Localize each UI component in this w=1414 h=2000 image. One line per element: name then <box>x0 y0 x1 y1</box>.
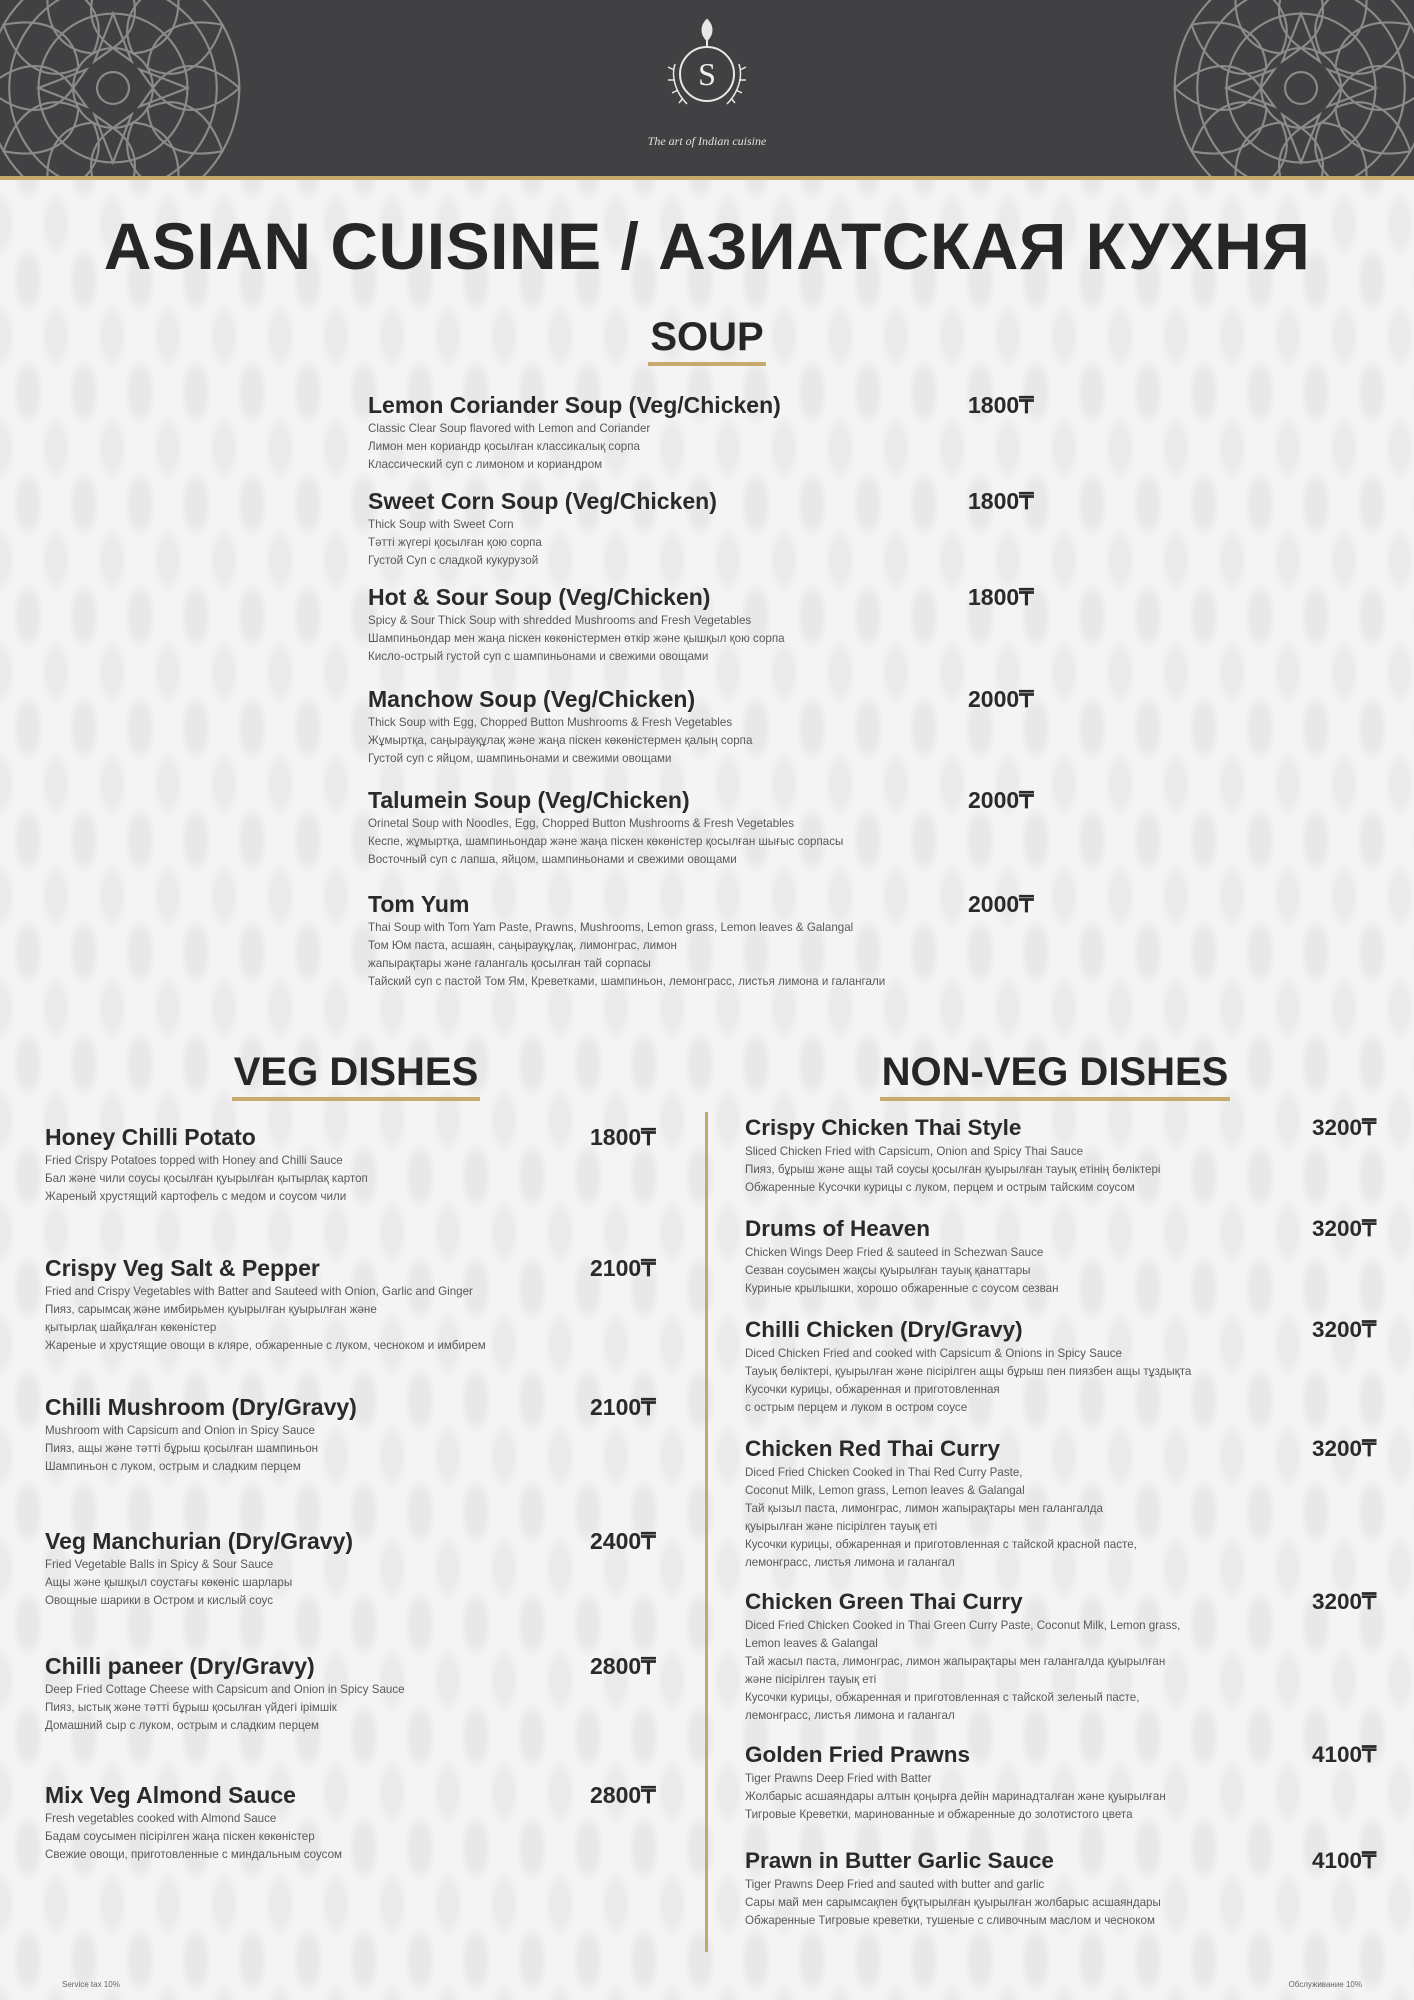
item-description-line: Густой суп с яйцом, шампиньонами и свежими овощами <box>368 752 672 765</box>
item-description-line: Кеспе, жұмыртқа, шампиньондар және жаңа піскен көкөністер қосылған шығыс сорпасы <box>368 835 844 848</box>
item-description-line: Chicken Wings Deep Fried & sauteed in Schezwan Sauce <box>745 1246 1044 1259</box>
restaurant-logo <box>657 12 757 132</box>
item-description-line: Fried Vegetable Balls in Spicy & Sour Sauce <box>45 1558 274 1571</box>
soup-menu-item <box>368 582 1068 666</box>
item-price: 2400₸ <box>590 1528 656 1554</box>
veg-menu-item <box>45 1392 685 1476</box>
nonveg-menu-item <box>745 1214 1405 1298</box>
item-description-line: Lemon leaves & Galangal <box>745 1637 878 1650</box>
item-name: Mix Veg Almond Sauce <box>45 1782 296 1808</box>
item-description-line: Кусочки курицы, обжаренная и приготовленная с тайской красной пасте, <box>745 1538 1137 1551</box>
veg-menu-item <box>45 1651 685 1735</box>
item-description-line: Diced Fried Chicken Cooked in Thai Red Curry Paste, <box>745 1466 1023 1479</box>
mandala-ornament-right <box>1168 0 1414 180</box>
soup-menu-item <box>368 390 1068 474</box>
item-description-line: Ащы және қышқыл соустағы көкөніс шарлары <box>45 1576 293 1589</box>
item-description-line: лемонграсс, листья лимона и галангал <box>745 1709 955 1722</box>
nonveg-menu-item <box>745 1434 1405 1572</box>
soup-menu-item <box>368 486 1068 570</box>
item-name: Crispy Veg Salt & Pepper <box>45 1255 320 1281</box>
item-description-line: лемонграсс, листья лимона и галангал <box>745 1556 955 1569</box>
nonveg-menu-item <box>745 1846 1405 1930</box>
item-description-line: Пияз, ащы және тәтті бұрыш қосылған шампиньон <box>45 1442 319 1455</box>
veg-menu-item <box>45 1526 685 1610</box>
item-description-line: Обжаренные Кусочки курицы с луком, перцем и острым тайским соусом <box>745 1181 1135 1194</box>
item-description-line: Tiger Prawns Deep Fried with Batter <box>745 1772 932 1785</box>
header-banner <box>0 0 1414 180</box>
soup-menu-item <box>368 785 1068 869</box>
item-name: Chicken Green Thai Curry <box>745 1589 1023 1614</box>
item-description-line: Spicy & Sour Thick Soup with shredded Mushrooms and Fresh Vegetables <box>368 614 752 627</box>
item-name: Hot & Sour Soup (Veg/Chicken) <box>368 584 711 610</box>
item-description-line: Тәтті жүгері қосылған қою сорпа <box>368 536 542 549</box>
item-description-line: Бадам соусымен пісірілген жаңа піскен көкөністер <box>45 1830 315 1843</box>
item-description-line: Deep Fried Cottage Cheese with Capsicum and Onion in Spicy Sauce <box>45 1683 405 1696</box>
item-price: 2000₸ <box>968 686 1034 712</box>
nonveg-menu-item <box>745 1740 1405 1824</box>
item-price: 3200₸ <box>1312 1436 1377 1461</box>
item-name: Chilli Mushroom (Dry/Gravy) <box>45 1394 357 1420</box>
mandala-ornament-left <box>0 0 246 180</box>
item-name: Veg Manchurian (Dry/Gravy) <box>45 1528 354 1554</box>
item-description-line: Бал және чили соусы қосылған қуырылған қытырлақ картоп <box>45 1172 368 1185</box>
item-description-line: Классический суп с лимоном и кориандром <box>368 458 603 471</box>
item-price: 2100₸ <box>590 1255 656 1281</box>
item-description-line: Thai Soup with Tom Yam Paste, Prawns, Mushrooms, Lemon grass, Lemon leaves & Galangal <box>368 921 854 934</box>
item-price: 4100₸ <box>1312 1742 1377 1767</box>
veg-menu-item <box>45 1122 685 1206</box>
item-description-line: Свежие овощи, приготовленные с миндальным соусом <box>45 1848 342 1861</box>
item-description-line: Тай жасыл паста, лимонграс, лимон жапырақтары мен галангалда қуырылған <box>745 1655 1166 1668</box>
svg-text:S: S <box>698 56 716 92</box>
item-name: Honey Chilli Potato <box>45 1124 256 1150</box>
item-description-line: Sliced Chicken Fried with Capsicum, Onion and Spicy Thai Sauce <box>745 1145 1084 1158</box>
item-price: 3200₸ <box>1312 1115 1377 1140</box>
item-description-line: жапырақтары және галангаль қосылған тай сорпасы <box>368 957 651 970</box>
item-description-line: Том Юм паста, асшаян, саңырауқұлақ, лимонграс, лимон <box>368 939 677 952</box>
item-name: Prawn in Butter Garlic Sauce <box>745 1848 1054 1873</box>
item-description-line: Восточный суп с лапша, яйцом, шампиньонами и свежими овощами <box>368 853 737 866</box>
nonveg-menu-item <box>745 1113 1405 1197</box>
item-description-line: Tiger Prawns Deep Fried and sauted with butter and garlic <box>745 1878 1045 1891</box>
item-description-line: Тигровые Креветки, маринованные и обжаренные до золотистого цвета <box>745 1808 1133 1821</box>
item-description-line: Кисло-острый густой суп с шампиньонами и свежими овощами <box>368 650 709 663</box>
item-name: Crispy Chicken Thai Style <box>745 1115 1022 1140</box>
item-description-line: Домашний сыр с луком, острым и сладким перцем <box>45 1719 320 1732</box>
item-description-line: Fried Crispy Potatoes topped with Honey and Chilli Sauce <box>45 1154 343 1167</box>
item-description-line: Жареный хрустящий картофель с медом и соусом чили <box>45 1190 347 1203</box>
item-description-line: Обжаренные Тигровые креветки, тушеные с сливочным маслом и чесноком <box>745 1914 1155 1927</box>
item-description-line: Пияз, бұрыш және ащы тай соусы қосылған қуырылған тауық етінің бөліктері <box>745 1163 1161 1176</box>
item-description-line: Thick Soup with Sweet Corn <box>368 518 514 531</box>
item-description-line: Жолбарыс асшаяндары алтын қоңырға дейін маринадталған және қуырылған <box>745 1790 1166 1803</box>
item-price: 1800₸ <box>968 488 1034 514</box>
item-price: 3200₸ <box>1312 1216 1377 1241</box>
item-price: 2100₸ <box>590 1394 656 1420</box>
item-description-line: Шампиньондар мен жаңа піскен көкөністермен өткір және қышқыл қою сорпа <box>368 632 785 645</box>
item-description-line: Тай қызыл паста, лимонграс, лимон жапырақтары мен галангалда <box>745 1502 1103 1515</box>
item-name: Golden Fried Prawns <box>745 1742 971 1767</box>
item-description-line: Овощные шарики в Остром и кислый соус <box>45 1594 274 1607</box>
item-price: 2800₸ <box>590 1653 656 1679</box>
item-price: 2800₸ <box>590 1782 656 1808</box>
item-name: Talumein Soup (Veg/Chicken) <box>368 787 690 813</box>
item-price: 3200₸ <box>1312 1317 1377 1342</box>
item-name: Chilli Chicken (Dry/Gravy) <box>745 1317 1023 1342</box>
item-description-line: Пияз, сарымсақ және имбирьмен қуырылған қуырылған және <box>45 1303 377 1316</box>
item-description-line: Diced Fried Chicken Cooked in Thai Green Curry Paste, Coconut Milk, Lemon grass, <box>745 1619 1181 1632</box>
item-price: 1800₸ <box>968 584 1034 610</box>
item-description-line: Густой Суп с сладкой кукурузой <box>368 554 539 567</box>
item-description-line: Thick Soup with Egg, Chopped Button Mushrooms & Fresh Vegetables <box>368 716 733 729</box>
item-description-line: Fried and Crispy Vegetables with Batter and Sauteed with Onion, Garlic and Ginger <box>45 1285 473 1298</box>
item-name: Chicken Red Thai Curry <box>745 1436 1001 1461</box>
item-description-line: және пісірілген тауық еті <box>745 1673 877 1686</box>
soup-section-title: SOUP <box>557 315 857 366</box>
item-name: Sweet Corn Soup (Veg/Chicken) <box>368 488 717 514</box>
item-price: 2000₸ <box>968 787 1034 813</box>
nonveg-menu-item <box>745 1315 1405 1417</box>
column-divider <box>705 1112 708 1952</box>
item-description-line: Тауық бөліктері, қуырылған және пісірілген ащы бұрыш пен пиязбен ащы тұздықта <box>745 1365 1192 1378</box>
nonveg-menu-item <box>745 1587 1405 1725</box>
soup-menu-item <box>368 889 1068 991</box>
footer-note-left: Service tax 10% <box>62 1980 120 1989</box>
item-description-line: Сезван соусымен жақсы қуырылған тауық қанаттары <box>745 1264 1031 1277</box>
veg-menu-item <box>45 1253 685 1355</box>
item-description-line: қытырлақ шайқалған көкөністер <box>45 1321 217 1334</box>
item-description-line: Orinetal Soup with Noodles, Egg, Chopped Button Mushrooms & Fresh Vegetables <box>368 817 794 830</box>
item-name: Tom Yum <box>368 891 470 917</box>
item-description-line: Mushroom with Capsicum and Onion in Spicy Sauce <box>45 1424 316 1437</box>
item-description-line: Жұмыртқа, саңырауқұлақ және жаңа піскен көкөністермен қалың сорпа <box>368 734 753 747</box>
item-description-line: Шампиньон с луком, острым и сладким перцем <box>45 1460 301 1473</box>
item-description-line: Лимон мен кориандр қосылған классикалық сорпа <box>368 440 640 453</box>
item-name: Manchow Soup (Veg/Chicken) <box>368 686 696 712</box>
item-name: Lemon Coriander Soup (Veg/Chicken) <box>368 392 781 418</box>
item-description-line: Жареные и хрустящие овощи в кляре, обжаренные с луком, чесноком и имбирем <box>45 1339 486 1352</box>
veg-menu-item <box>45 1780 685 1864</box>
item-price: 4100₸ <box>1312 1848 1377 1873</box>
item-description-line: Тайский суп с пастой Том Ям, Креветками, шампиньон, лемонграсс, листья лимона и галангали <box>368 975 886 988</box>
nonveg-section-title: NON-VEG DISHES <box>830 1050 1280 1101</box>
item-name: Chilli paneer (Dry/Gravy) <box>45 1653 315 1679</box>
item-description-line: Куриные крылышки, хорошо обжаренные с соусом сезван <box>745 1282 1059 1295</box>
item-description-line: Пияз, ыстық және тәтті бұрыш қосылған үйдегі ірімшік <box>45 1701 337 1714</box>
brand-tagline: The art of Indian cuisine <box>647 134 767 148</box>
item-price: 2000₸ <box>968 891 1034 917</box>
item-description-line: Сары май мен сарымсақпен бұқтырылған қуырылған жолбарыс асшаяндары <box>745 1896 1161 1909</box>
page-title: ASIAN CUISINE / АЗИАТСКАЯ КУХНЯ <box>103 209 1311 283</box>
item-description-line: Classic Clear Soup flavored with Lemon and Coriander <box>368 422 651 435</box>
item-description-line: с острым перцем и луком в остром соусе <box>745 1401 968 1414</box>
soup-menu-item <box>368 684 1068 768</box>
item-name: Drums of Heaven <box>745 1216 931 1241</box>
footer-note-right: Обслуживание 10% <box>1288 1980 1362 1989</box>
item-description-line: Coconut Milk, Lemon grass, Lemon leaves & Galangal <box>745 1484 1025 1497</box>
item-description-line: Diced Chicken Fried and cooked with Capsicum & Onions in Spicy Sauce <box>745 1347 1122 1360</box>
item-price: 3200₸ <box>1312 1589 1377 1614</box>
item-description-line: қуырылған және пісірілген тауық еті <box>745 1520 938 1533</box>
veg-section-title: VEG DISHES <box>180 1050 532 1101</box>
item-price: 1800₸ <box>590 1124 656 1150</box>
item-description-line: Fresh vegetables cooked with Almond Sauce <box>45 1812 277 1825</box>
item-description-line: Кусочки курицы, обжаренная и приготовленная <box>745 1383 1000 1396</box>
item-price: 1800₸ <box>968 392 1034 418</box>
item-description-line: Кусочки курицы, обжаренная и приготовленная с тайской зеленый пасте, <box>745 1691 1140 1704</box>
